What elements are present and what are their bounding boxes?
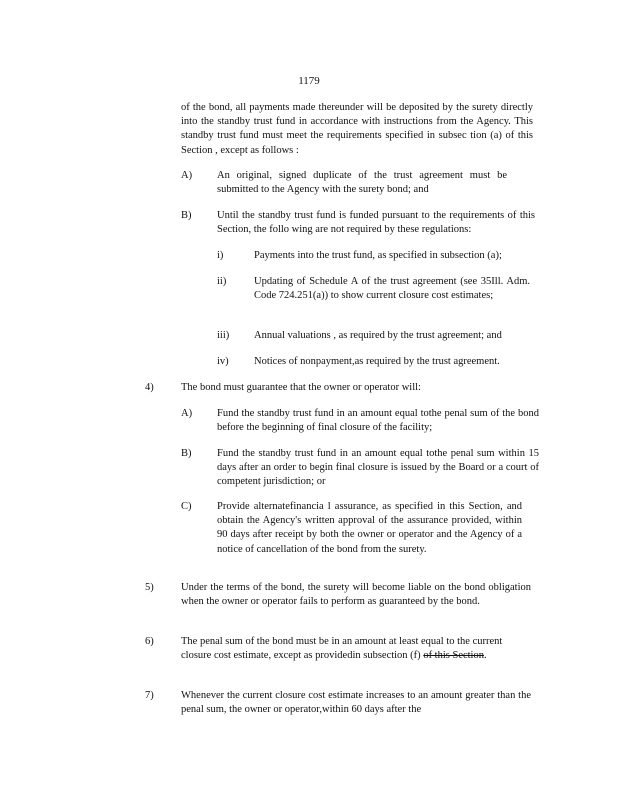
item-4b-marker: B) bbox=[181, 448, 192, 459]
sub-iii-marker: iii) bbox=[217, 330, 230, 341]
item-3b-marker: B) bbox=[181, 210, 192, 221]
item-7-text: Whenever the current closure cost estimate increases to an amount greater than the penal sum, the owner or operator,within 60 days after the bbox=[181, 690, 531, 716]
item-4c-marker: C) bbox=[181, 501, 192, 512]
item-5-text: Under the terms of the bond, the surety will become liable on the bond obligation when the owner or operator fails to perform as guaranteed by the bond. bbox=[181, 582, 531, 608]
item-6-text bbox=[181, 635, 531, 663]
sub-i-text: Payments into the trust fund, as specified in subsection (a); bbox=[254, 250, 502, 261]
item-6-struck: of this Section bbox=[423, 650, 484, 662]
sub-iv-text: Notices of nonpayment,as required by the trust agreement. bbox=[254, 356, 500, 367]
item-6-marker: 6) bbox=[145, 636, 154, 647]
item-3a-text: An original, signed duplicate of the trust agreement must be submitted to the Agency with the surety bond; and bbox=[217, 170, 507, 196]
sub-ii-marker: ii) bbox=[217, 276, 227, 287]
item-4a-marker: A) bbox=[181, 408, 193, 419]
sub-iv-marker: iv) bbox=[217, 356, 229, 367]
sub-ii-text: Updating of Schedule A of the trust agreement (see 35Ill. Adm. Code 724.251(a)) to show current closure cost estimates; bbox=[254, 276, 530, 302]
item-4c-text: Provide alternatefinancia l assurance, as specified in this Section, and obtain the Agency's written approval of the assurance provided, within 90 days after receipt by both the owner or operator and the Agency of a notice of cancellation of the bond from the surety. bbox=[217, 501, 522, 555]
page-number: 1179 bbox=[298, 75, 320, 87]
item-4a-text: Fund the standby trust fund in an amount equal tothe penal sum of the bond before the beginning of final closure of the facility; bbox=[217, 408, 539, 434]
sub-iii-text: Annual valuations , as required by the trust agreement; and bbox=[254, 330, 502, 341]
item-4-text: The bond must guarantee that the owner or operator will: bbox=[181, 382, 421, 393]
item-7-marker: 7) bbox=[145, 690, 154, 701]
intro-paragraph: of the bond, all payments made thereunder will be deposited by the surety directly into the standby trust fund in accordance with instructions from the Agency. This standby trust fund must meet the requirements specified in subsec tion (a) of this Section , except as follows : bbox=[181, 102, 533, 156]
item-4b-text: Fund the standby trust fund in an amount equal tothe penal sum within 15 days after an order to begin final closure is issued by the Board or a court of competent jurisdiction; or bbox=[217, 448, 539, 488]
item-3a-marker: A) bbox=[181, 170, 193, 181]
item-6-body: The penal sum of the bond must be in an amount at least equal to the current closure cost estimate, except as providedin subsection (f) bbox=[181, 636, 503, 662]
item-6-end: . bbox=[483, 650, 487, 662]
item-5-marker: 5) bbox=[145, 582, 154, 593]
sub-i-marker: i) bbox=[217, 250, 224, 261]
item-4-marker: 4) bbox=[145, 382, 154, 393]
item-3b-text: Until the standby trust fund is funded pursuant to the requirements of this Section, the follo wing are not required by these regulations: bbox=[217, 210, 535, 236]
